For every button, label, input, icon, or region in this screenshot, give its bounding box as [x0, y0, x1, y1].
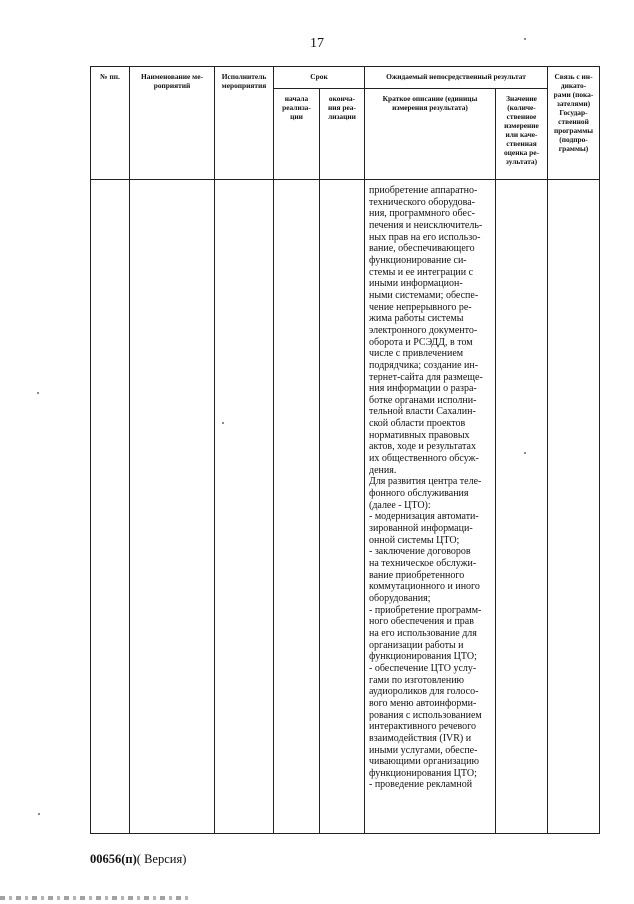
header-short-description: Краткое описание (единицы измерения результата) [365, 89, 496, 180]
header-number: № пп. [91, 67, 130, 180]
header-term-start: начала реализа- ции [274, 89, 320, 180]
header-result-value: Значение (количе- ственное измерение или каче- ственная оценка ре- зультата) [496, 89, 548, 180]
cell-short-description: приобретение аппаратно- технического оборудова- ния, программного обес- печения и неисключитель- ных прав на его использо- вание, обеспечивающего функционирование си- стемы и ее интеграции с иными информацион- ными системами; обеспе- чение непрерывного ре- жима работы системы электронного документо- оборота и РСЭДД, в том числе с привлечением подрядчика; создание ин- тернет-сайта для размеще- ния информации о разра- ботке органами исполни- тельной власти Сахалин- ской области проектов нормативных правовых актов, ходе и результатах их общественного обсуж- дения. Для развития центра теле- фонного обслуживания (далее - ЦТО): - модернизация автомати- зированной информаци- онной системы ЦТО; - заключение договоров на техническое обслужи- вание приобретенного коммутационного и иного оборудования; - приобретение программ- ного обеспечения и прав на его использование для организации работы и функционирования ЦТО; - обеспечение ЦТО услу- гами по изготовлению аудиороликов для голосо- вого меню автоинформи- рования с использованием интерактивного речевого взаимодействия (IVR) и иными услугами, обеспе- чивающими организацию функционирования ЦТО; - проведение рекламной [365, 180, 496, 834]
header-expected-result: Ожидаемый непосредственный результат [365, 67, 548, 89]
scan-speck [222, 422, 224, 424]
scan-edge-artifact [0, 896, 190, 900]
document-version: ( Версия) [136, 852, 187, 866]
scan-speck [37, 392, 39, 394]
header-term: Срок [274, 67, 365, 89]
program-activities-table [90, 66, 600, 834]
cell-term-end [320, 180, 365, 834]
header-activity-name: Наименование ме- роприятий [130, 67, 215, 180]
scan-speck [524, 38, 526, 40]
header-term-end: оконча- ния реа- лизации [320, 89, 365, 180]
cell-term-start [274, 180, 320, 834]
page-number: 17 [310, 36, 324, 51]
cell-executor [215, 180, 274, 834]
header-executor: Исполнитель мероприятия [215, 67, 274, 180]
cell-activity-name [130, 180, 215, 834]
scan-speck [524, 452, 526, 454]
cell-result-value [496, 180, 548, 834]
header-indicator-link: Связь с ин- дикато- рами (пока- зателями) Государ- ственной программы (подпро- граммы) [548, 67, 600, 180]
document-code-number: 00656(п) [90, 852, 137, 866]
scan-speck [38, 813, 40, 815]
cell-indicator-link [548, 180, 600, 834]
cell-number [91, 180, 130, 834]
document-code [90, 852, 186, 867]
